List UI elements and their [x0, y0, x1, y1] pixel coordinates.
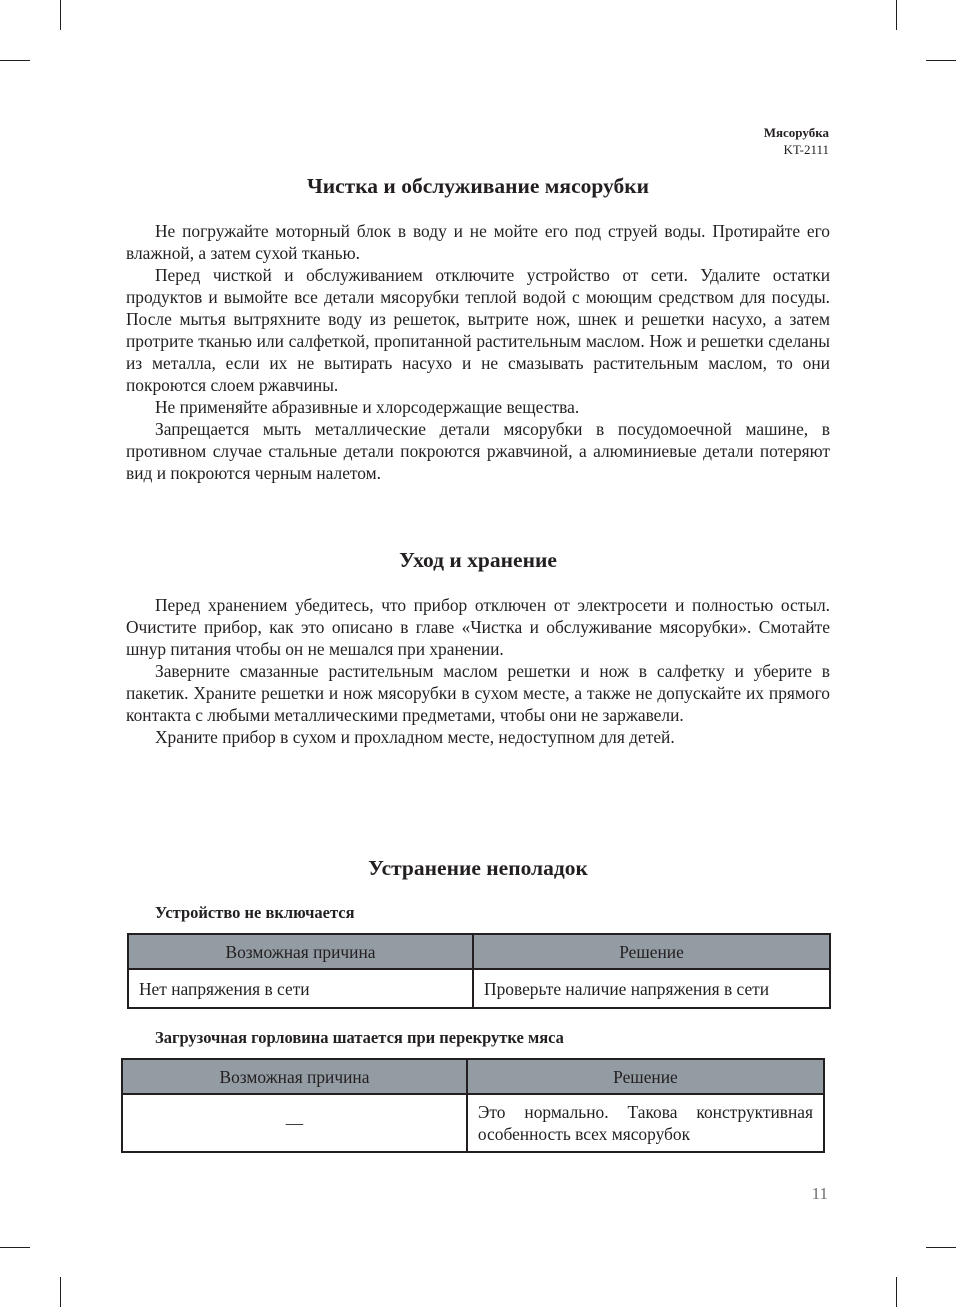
table-row [122, 1094, 824, 1152]
running-header [764, 124, 829, 158]
header-product: Мясорубка [763, 125, 829, 140]
table-header-solution: Решение [473, 934, 830, 969]
table-header-solution: Решение [467, 1059, 824, 1094]
crop-mark [896, 1277, 897, 1307]
cleaning-text [126, 220, 830, 484]
table-header-row [122, 1059, 824, 1094]
paragraph: Запрещается мыть металлические детали мясорубки в посудомоечной машине, в противном случае стальные детали покроются ржавчиной, а алюминиевые детали потеряют вид и покроются черным налетом. [126, 419, 830, 483]
table-header-cause: Возможная причина [128, 934, 473, 969]
paragraph: Не применяйте абразивные и хлорсодержащие вещества. [155, 397, 580, 417]
header-model: KT-2111 [783, 142, 829, 157]
crop-mark [896, 0, 897, 30]
table-cell-solution: Проверьте наличие напряжения в сети [473, 969, 830, 1008]
troubleshooting-title: Устранение неполадок [368, 856, 588, 880]
paragraph: Храните прибор в сухом и прохладном месте, недоступном для детей. [155, 727, 675, 747]
paragraph: Заверните смазанные растительным маслом решетки и нож в салфетку и уберите в пакетик. Храните решетки и нож мясорубки в сухом месте, а также не допускайте их прямого контакта с любыми металлическими предметами, чтобы они не заржавели. [126, 661, 830, 725]
storage-text [126, 594, 830, 748]
crop-mark [0, 1247, 30, 1248]
crop-mark [926, 1247, 956, 1248]
problem-title: Загрузочная горловина шатается при перекрутке мяса [155, 1028, 564, 1047]
crop-mark [0, 60, 30, 61]
table-header-cause: Возможная причина [122, 1059, 467, 1094]
problem-title: Устройство не включается [155, 903, 355, 922]
paragraph: Перед чисткой и обслуживанием отключите устройство от сети. Удалите остатки продуктов и вымойте все детали мясорубки теплой водой с моющим средством для посуды. После мытья вытряхните воду из решеток, вытрите нож, шнек и решетки насухо, а затем протрите тканью или салфеткой, пропитанной растительным маслом. Нож и решетки сделаны из металла, если их не вытирать насухо и не смазывать растительным маслом, то они покроются слоем ржавчины. [126, 265, 830, 395]
storage-title: Уход и хранение [399, 548, 557, 572]
crop-mark [60, 0, 61, 30]
crop-mark [60, 1277, 61, 1307]
table-cell-solution: Это нормально. Такова конструктивная особенность всех мясорубок [467, 1094, 824, 1152]
table-header-row [128, 934, 830, 969]
table-row [128, 969, 830, 1008]
table-cell-cause: Нет напряжения в сети [128, 969, 473, 1008]
troubleshooting-table [121, 1058, 825, 1153]
paragraph: Перед хранением убедитесь, что прибор отключен от электросети и полностью остыл. Очистите прибор, как это описано в главе «Чистка и обслуживание мясорубки». Смотайте шнур питания чтобы он не мешался при хранении. [126, 595, 830, 659]
paragraph: Не погружайте моторный блок в воду и не мойте его под струей воды. Протирайте его влажной, а затем сухой тканью. [126, 221, 830, 263]
crop-mark [926, 60, 956, 61]
page-number: 11 [811, 1184, 828, 1203]
cleaning-title: Чистка и обслуживание мясорубки [306, 174, 650, 198]
troubleshooting-table [127, 933, 831, 1009]
table-cell-cause: — [122, 1094, 467, 1152]
